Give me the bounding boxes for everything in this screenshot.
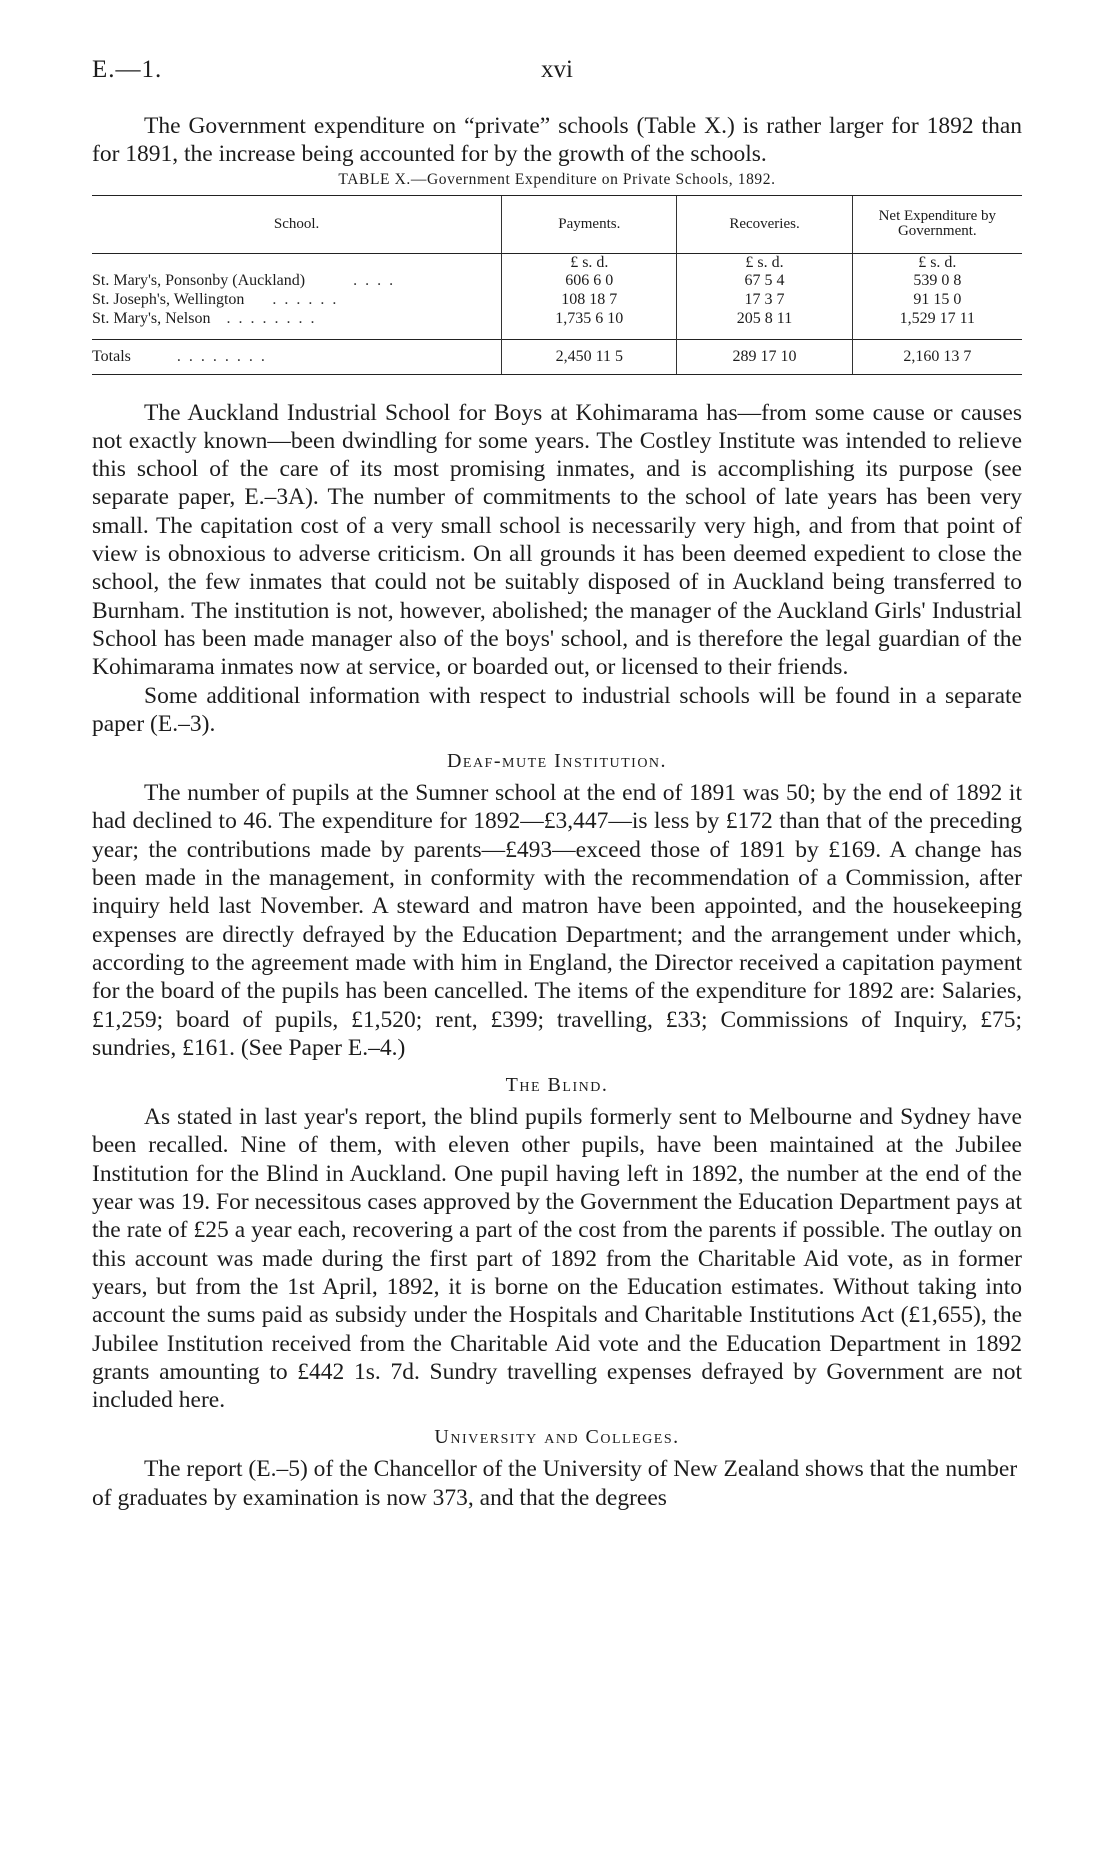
intro-paragraph: The Government expenditure on “private” schools (Table X.) is rather larger for 1892 than for 1891, the increase being accounted for by the growth of the schools.: [92, 113, 1022, 168]
leader-dots: . . . . . .: [272, 291, 339, 309]
column-header-payments: Payments.: [502, 195, 677, 253]
section-heading-deaf-mute: Deaf-mute Institution.: [446, 750, 668, 773]
school-name: St. Mary's, Ponsonby (Auckland): [92, 272, 306, 290]
net-cell: 1,529 17 11: [852, 310, 1022, 329]
section-heading-university: University and Colleges.: [434, 1426, 680, 1449]
university-paragraph: The report (E.–5) of the Chancellor of the University of New Zealand shows that the number of graduates by examination is now 373, and that the degrees: [92, 1456, 1018, 1511]
units-net: £ s. d.: [852, 253, 1022, 272]
recoveries-cell: 205 8 11: [677, 310, 852, 329]
expenditure-table: [92, 195, 1022, 375]
page-number: xvi: [541, 56, 573, 83]
net-cell: 539 0 8: [852, 272, 1022, 291]
leader-dots: . . . . . . . .: [176, 347, 267, 365]
totals-row: [92, 339, 1022, 374]
page-content: [92, 112, 1022, 1512]
industrial-school-paragraph: The Auckland Industrial School for Boys at Kohimarama has—from some cause or causes not exactly known—been dwindling for some years. The Costley Institute was intended to relieve this school of the care of its most promising inmates, and is accomplishing its purpose (see separate paper, E.–3A). The number of commitments to the school of late years has been very small. The capitation cost of a very small school is necessarily very high, and from that point of view is obnoxious to adverse criticism. On all grounds it has been deemed expedient to close the school, the few inmates that could not be suitably disposed of in Auckland being transferred to Burnham. The institution is not, however, abolished; the manager of the Auckland Girls' Industrial School has been made manager also of the boys' school, and is therefore the legal guardian of the Kohimarama inmates now at service, or boarded out, or licensed to their friends.: [92, 399, 1022, 681]
table-row: [92, 272, 1022, 291]
total-net: 2,160 13 7: [852, 339, 1022, 374]
recoveries-cell: 17 3 7: [677, 291, 852, 310]
units-recoveries: £ s. d.: [677, 253, 852, 272]
recoveries-cell: 67 5 4: [677, 272, 852, 291]
industrial-school-note-paragraph: Some additional information with respect to industrial schools will be found in a separate paper (E.–3).: [92, 682, 1022, 737]
table-caption: TABLE X.—Government Expenditure on Private Schools, 1892.: [338, 170, 776, 188]
leader-dots: . . . . . . . .: [226, 310, 317, 328]
payments-cell: 1,735 6 10: [502, 310, 677, 329]
school-name: St. Mary's, Nelson: [92, 310, 211, 328]
section-heading-blind: The Blind.: [505, 1074, 609, 1097]
table-row: [92, 291, 1022, 310]
total-recoveries: 289 17 10: [677, 339, 852, 374]
table-header-row: [92, 195, 1022, 253]
leader-dots: . . . .: [353, 272, 396, 290]
units-payments: £ s. d.: [502, 253, 677, 272]
table-x: [92, 171, 1022, 375]
school-name: St. Joseph's, Wellington: [92, 291, 245, 309]
payments-cell: 108 18 7: [502, 291, 677, 310]
total-payments: 2,450 11 5: [502, 339, 677, 374]
deaf-mute-paragraph: The number of pupils at the Sumner school at the end of 1891 was 50; by the end of 1892 it had declined to 46. The expenditure for 1892—£3,447—is less by £172 than that of the preceding year; the contributions made by parents—£493—exceed those of 1891 by £169. A change has been made in the management, in conformity with the recommendation of a Commission, after inquiry held last November. A steward and matron have been appointed, and the housekeeping expenses are directly defrayed by the Education Department; and the arrangement under which, according to the agreement made with him in England, the Director received a capitation payment for the board of the pupils has been cancelled. The items of the expenditure for 1892 are: Salaries, £1,259; board of pupils, £1,520; rent, £399; travelling, £33; Commissions of Inquiry, £75; sundries, £161. (See Paper E.–4.): [92, 780, 1022, 1061]
column-header-school: School.: [92, 195, 502, 253]
table-row: [92, 310, 1022, 329]
net-cell: 91 15 0: [852, 291, 1022, 310]
payments-cell: 606 6 0: [502, 272, 677, 291]
blind-paragraph: As stated in last year's report, the blind pupils formerly sent to Melbourne and Sydney have been recalled. Nine of them, with eleven other pupils, have been maintained at the Jubilee Institution for the Blind in Auckland. One pupil having left in 1892, the number at the end of the year was 19. For necessitous cases approved by the Government the Education Department pays at the rate of £25 a year each, recovering a part of the cost from the parents if possible. The outlay on this account was made during the first part of 1892 from the Charitable Aid vote, as in former years, but from the 1st April, 1892, it is borne on the Education estimates. Without taking into account the sums paid as subsidy under the Hospitals and Charitable Institutions Act (£1,655), the Jubilee Institution received from the Charitable Aid vote and the Education Department in 1892 grants amounting to £442 1s. 7d. Sundry travelling expenses defrayed by Government are not included here.: [92, 1104, 1022, 1414]
totals-label: Totals: [92, 347, 131, 365]
column-header-net-expenditure: Net Expenditure by Government.: [852, 195, 1022, 253]
units-row: [92, 253, 1022, 272]
series-code: E.—1.: [92, 56, 163, 83]
column-header-recoveries: Recoveries.: [677, 195, 852, 253]
